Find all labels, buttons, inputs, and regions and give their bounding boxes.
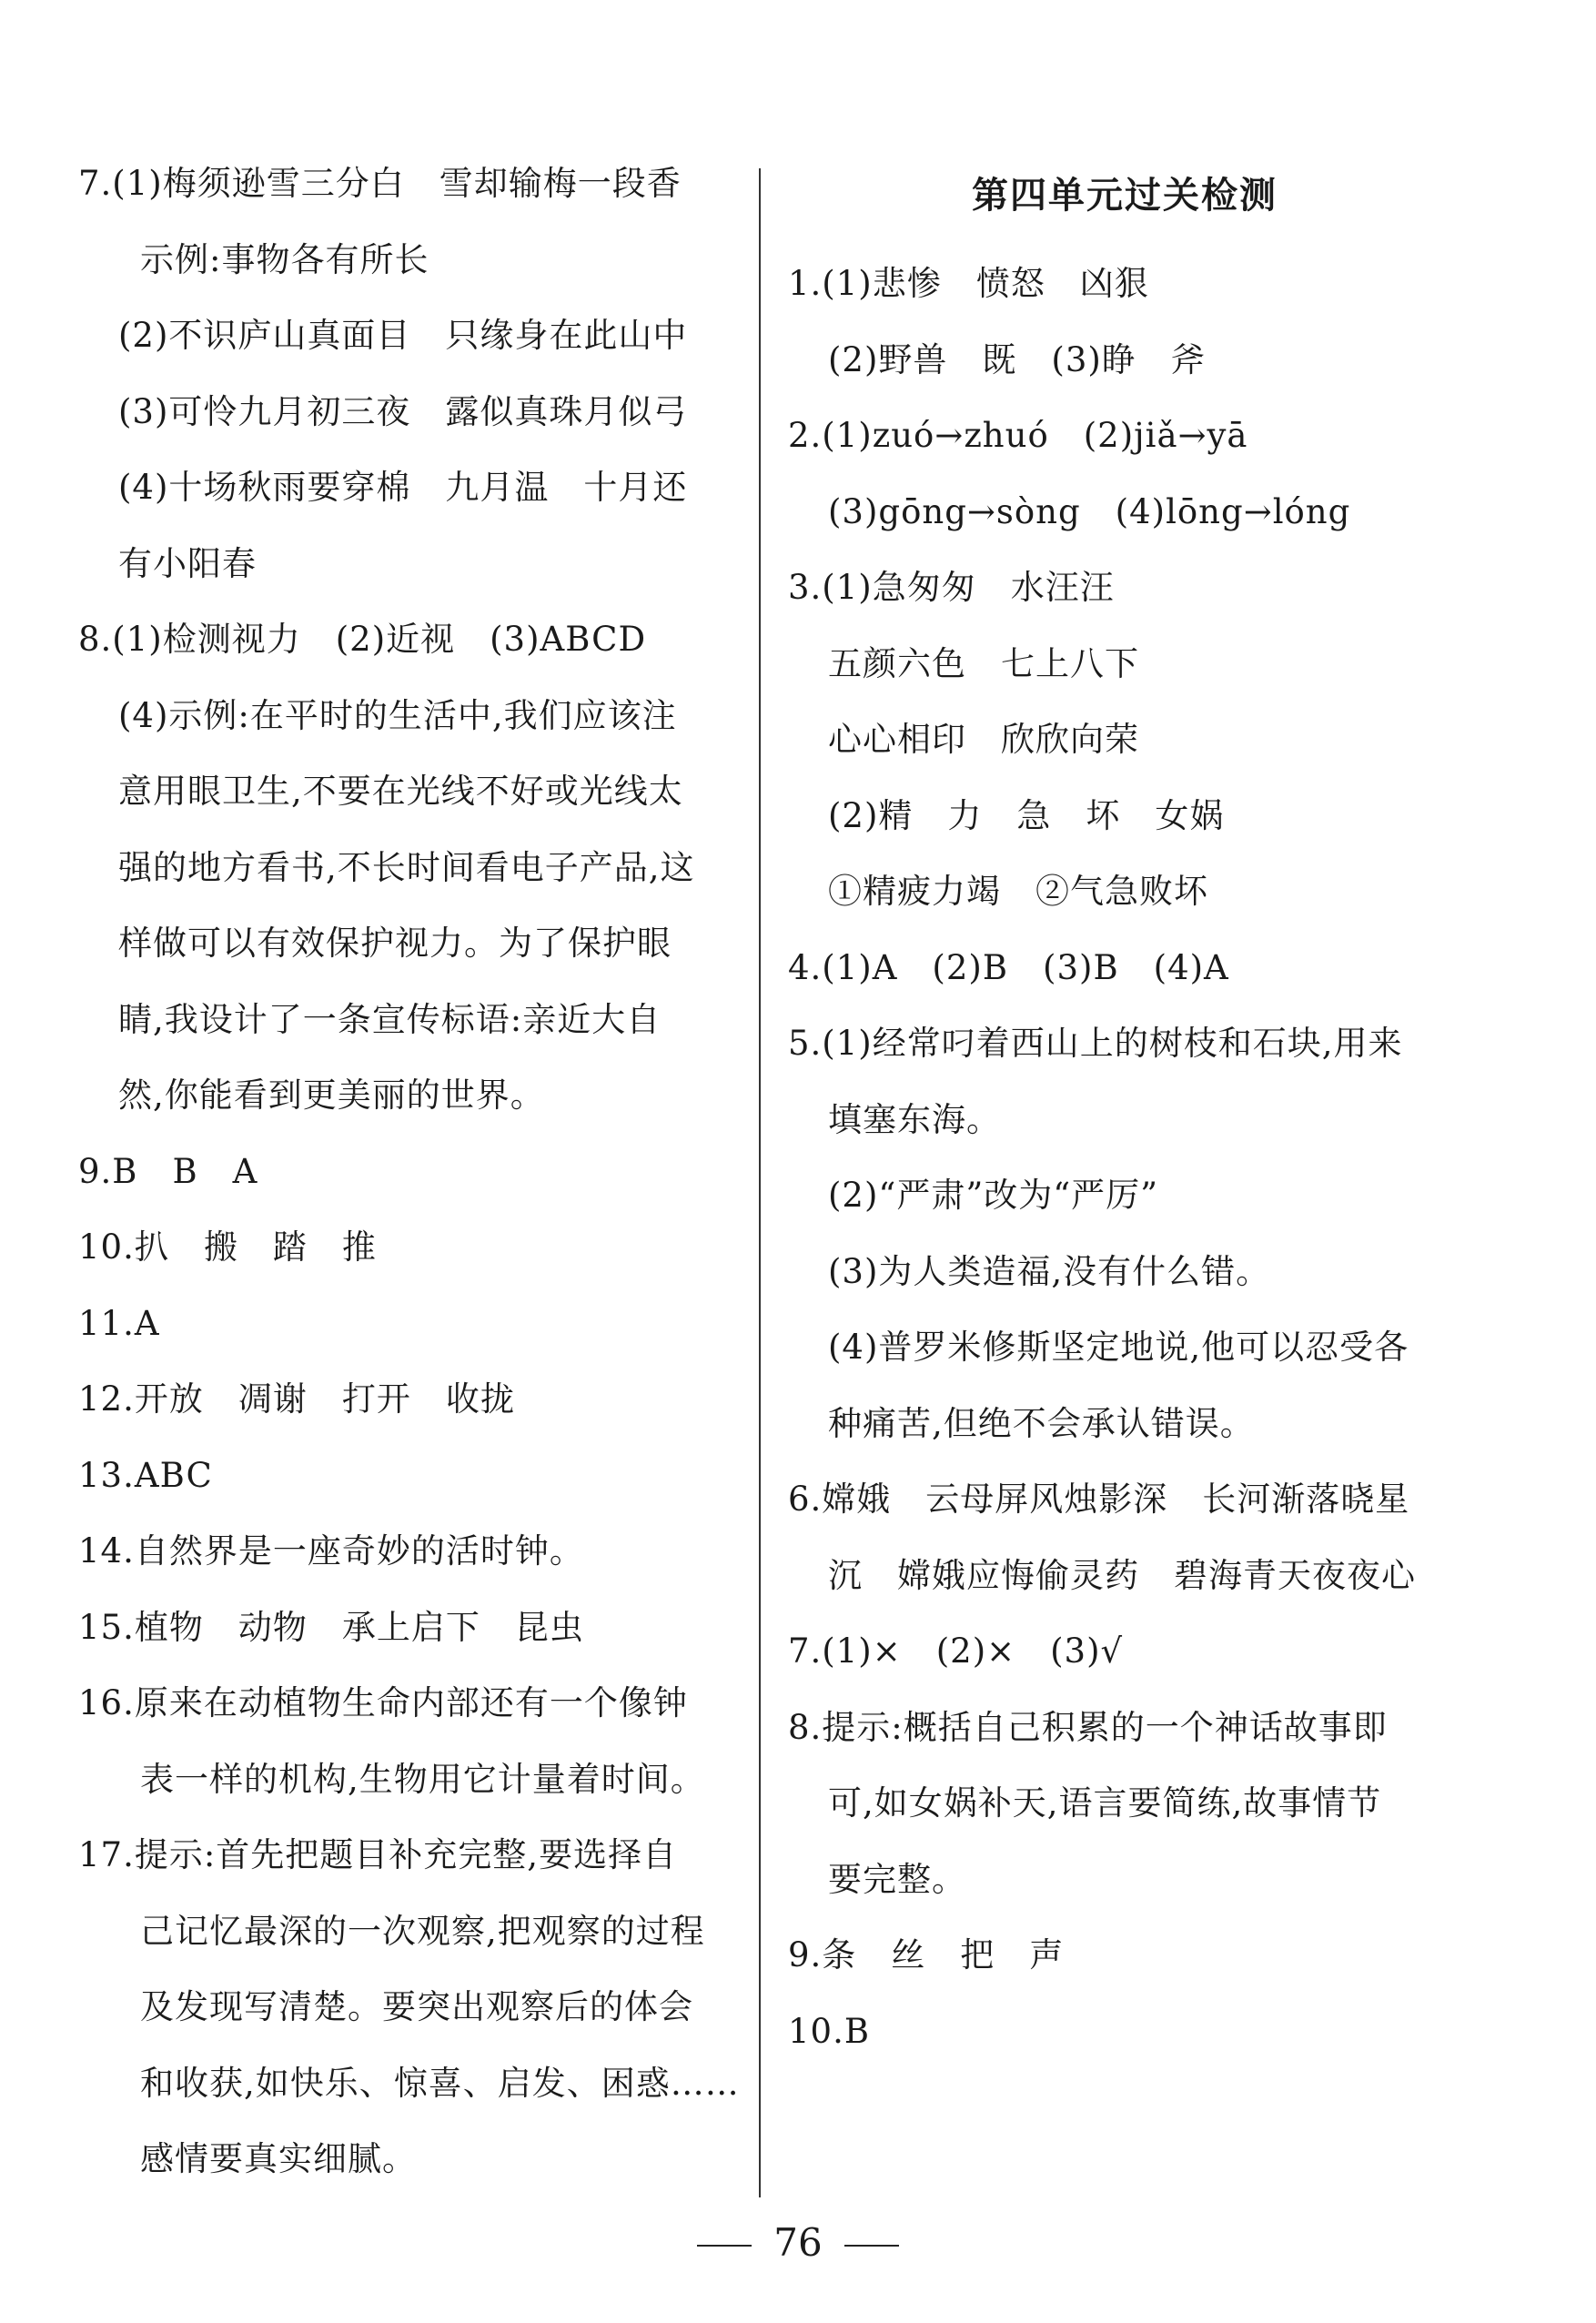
answer-line: 种痛苦,但绝不会承认错误。 [828,1403,1255,1443]
page-footer [0,2220,1596,2265]
answer-line: (2)“严肃”改为“严厉” [828,1176,1159,1215]
answer-line: 强的地方看书,不长时间看电子产品,这 [118,847,695,887]
footer-dash-right [844,2245,899,2247]
answer-line: 感情要真实细腻。 [140,2139,417,2178]
answer-line: (3)可怜九月初三夜 露似真珠月似弓 [118,391,688,431]
answer-line: 9.B B A [78,1151,258,1191]
answer-line: 12.开放 凋谢 打开 收拢 [78,1379,515,1419]
answer-line: 样做可以有效保护视力。为了保护眼 [118,924,672,963]
answer-line: (4)十场秋雨要穿棉 九月温 十月还 [118,468,688,507]
answer-line: 3.(1)急匆匆 水汪汪 [788,568,1115,607]
answer-line: (2)不识庐山真面目 只缘身在此山中 [118,316,688,355]
answer-line: 8.提示:概括自己积累的一个神话故事即 [788,1707,1388,1747]
answer-line: 和收获,如快乐、惊喜、启发、困惑…… [140,2063,740,2103]
answer-line: 己记忆最深的一次观察,把观察的过程 [140,1911,705,1951]
answer-line: 9.条 丝 把 声 [788,1935,1065,1975]
answer-line: 表一样的机构,生物用它计量着时间。 [140,1759,705,1799]
answer-line: 10.扒 搬 踏 推 [78,1227,377,1267]
answer-line: 7.(1)梅须逊雪三分白 雪却输梅一段香 [78,164,682,203]
answer-line: 14.自然界是一座奇妙的活时钟。 [78,1531,584,1571]
answer-line: 11.A [78,1303,160,1343]
answer-line: (3)为人类造福,没有什么错。 [828,1251,1271,1291]
answer-line: 心心相印 欣欣向荣 [828,720,1139,759]
answer-line: 13.ABC [78,1455,213,1495]
answer-line: (3)gōng→sòng (4)lōng→lóng [828,491,1351,531]
answer-line: 17.提示:首先把题目补充完整,要选择自 [78,1835,678,1874]
section-title: 第四单元过关检测 [972,175,1278,217]
answer-line: 示例:事物各有所长 [140,239,429,279]
answer-line: 4.(1)A (2)B (3)B (4)A [788,947,1229,987]
answer-line: 10.B [788,2011,871,2051]
page-number: 76 [773,2220,823,2265]
answer-line: 填塞东海。 [828,1099,1001,1139]
answer-line: 8.(1)检测视力 (2)近视 (3)ABCD [78,620,647,659]
answer-line: 16.原来在动植物生命内部还有一个像钟 [78,1683,688,1722]
answer-line: 5.(1)经常叼着西山上的树枝和石块,用来 [788,1024,1403,1063]
column-divider [759,168,761,2197]
answer-line: 沉 嫦娥应悔偷灵药 碧海青天夜夜心 [828,1555,1416,1595]
answer-line: 有小阳春 [118,543,257,583]
answer-line: 可,如女娲补天,语言要简练,故事情节 [828,1783,1382,1823]
right-column-lines [788,246,1461,2069]
answer-line: 睛,我设计了一条宣传标语:亲近大自 [118,999,662,1039]
answer-line: (2)野兽 既 (3)睁 斧 [828,339,1206,379]
answer-line: 然,你能看到更美丽的世界。 [118,1076,545,1115]
answer-line: (4)示例:在平时的生活中,我们应该注 [118,695,677,735]
answer-line: 2.(1)zuó→zhuó (2)jiǎ→yā [788,416,1248,455]
footer-dash-left [697,2245,752,2247]
answer-line: 要完整。 [828,1859,966,1899]
left-column [78,146,742,2197]
answer-line: 五颜六色 七上八下 [828,643,1139,683]
answer-line: 及发现写清楚。要突出观察后的体会 [140,1987,693,2026]
answer-line: ①精疲力竭 ②气急败坏 [828,872,1208,911]
answer-line: 意用眼卫生,不要在光线不好或光线太 [118,772,683,811]
answer-line: 1.(1)悲惨 愤怒 凶狠 [788,264,1149,303]
answer-line: (4)普罗米修斯坚定地说,他可以忍受各 [828,1328,1409,1367]
answer-line: (2)精 力 急 坏 女娲 [828,795,1225,835]
right-column [788,146,1461,2069]
answer-line: 6.嫦娥 云母屏风烛影深 长河渐落晓星 [788,1480,1410,1519]
answer-line: 15.植物 动物 承上启下 昆虫 [78,1607,584,1647]
answer-line: 7.(1)× (2)× (3)√ [788,1631,1124,1671]
